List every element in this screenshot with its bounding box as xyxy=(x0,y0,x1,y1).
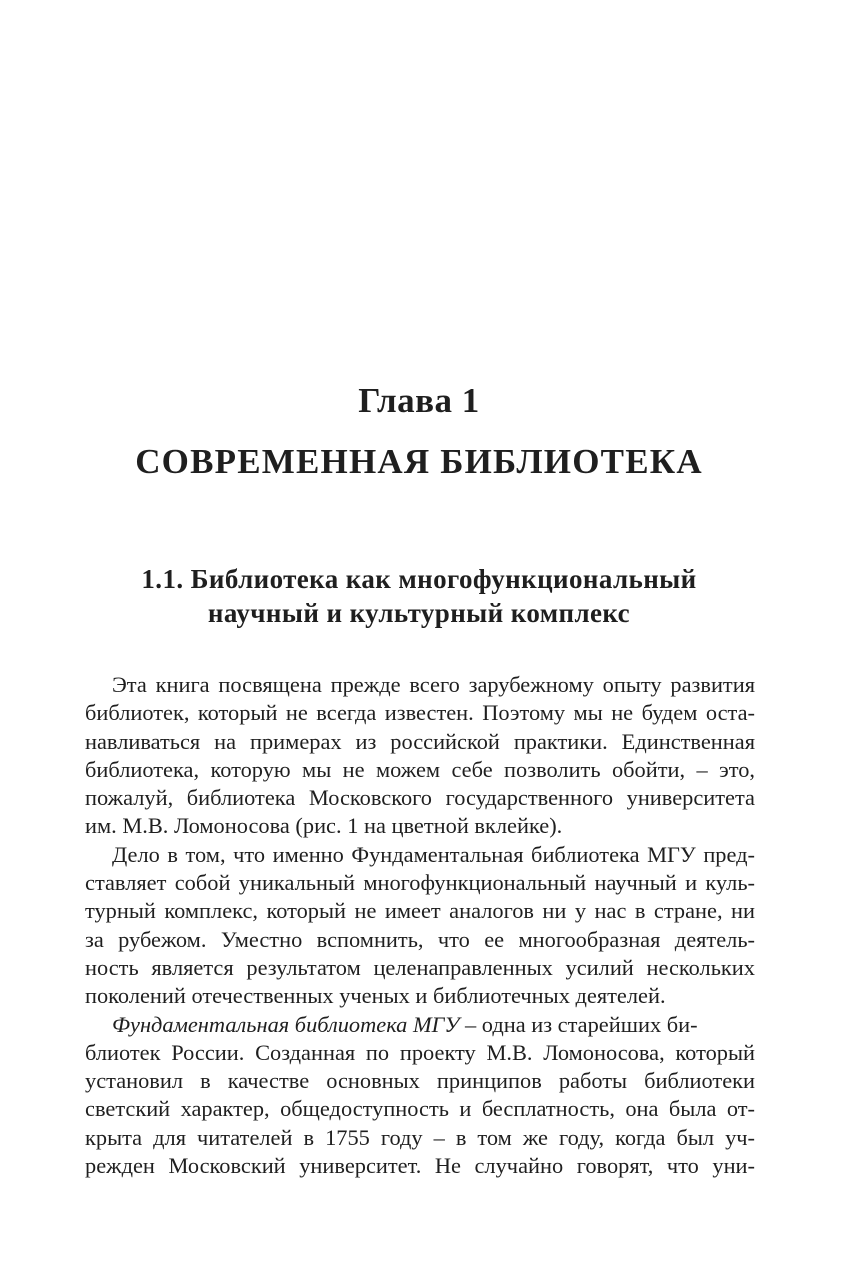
section-title-line: научный и культурный комплекс xyxy=(207,598,631,628)
text-line xyxy=(85,1011,755,1039)
text-line: ставляет собой уникальный многофункциональный научный и куль- xyxy=(85,870,755,896)
text-line: крыта для читателей в 1755 году – в том же году, когда был уч- xyxy=(85,1124,755,1150)
chapter-title: СОВРЕМЕННАЯ БИБЛИОТЕКА xyxy=(135,442,703,481)
paragraph xyxy=(85,1011,755,1181)
text-line: пожалуй, библиотека Московского государственного университета xyxy=(85,785,755,811)
text-line: библиотека, которую мы не можем себе позволить обойти, – это, xyxy=(85,756,755,782)
text-line: поколений отечественных ученых и библиотечных деятелей. xyxy=(85,983,666,1009)
text-line: навливаться на примерах из российской практики. Единственная xyxy=(85,728,755,754)
text-line: Эта книга посвящена прежде всего зарубежному опыту развития xyxy=(112,672,755,697)
text-line: установил в качестве основных принципов работы библиотеки xyxy=(85,1068,755,1094)
section-title xyxy=(0,562,838,630)
text-line: ность является результатом целенаправленных усилий нескольких xyxy=(85,954,755,980)
text-line: турный комплекс, который не имеет аналогов ни у нас в стране, ни xyxy=(85,898,755,924)
paragraph xyxy=(85,671,755,841)
body-text xyxy=(85,671,755,1180)
italic-term: Фундаментальная библиотека МГУ xyxy=(112,1011,460,1037)
chapter-label: Глава 1 xyxy=(358,381,480,420)
paragraph xyxy=(85,841,755,1011)
text-line: блиотек России. Созданная по проекту М.В. Ломоносова, который xyxy=(85,1039,755,1065)
text-line: библиотек, который не всегда известен. Поэтому мы не будем оста- xyxy=(85,700,755,726)
text-run: – одна из старейших би- xyxy=(459,1011,698,1037)
text-line: за рубежом. Уместно вспомнить, что ее многообразная деятель- xyxy=(85,926,755,952)
text-line: режден Московский университет. Не случайно говорят, что уни- xyxy=(85,1153,755,1179)
text-line: светский характер, общедоступность и бесплатность, она была от- xyxy=(85,1096,755,1122)
text-line: им. М.В. Ломоносова (рис. 1 на цветной вклейке). xyxy=(85,813,563,839)
text-line: Дело в том, что именно Фундаментальная библиотека МГУ пред- xyxy=(112,841,755,867)
section-title-line: 1.1. Библиотека как многофункциональный xyxy=(141,564,697,594)
